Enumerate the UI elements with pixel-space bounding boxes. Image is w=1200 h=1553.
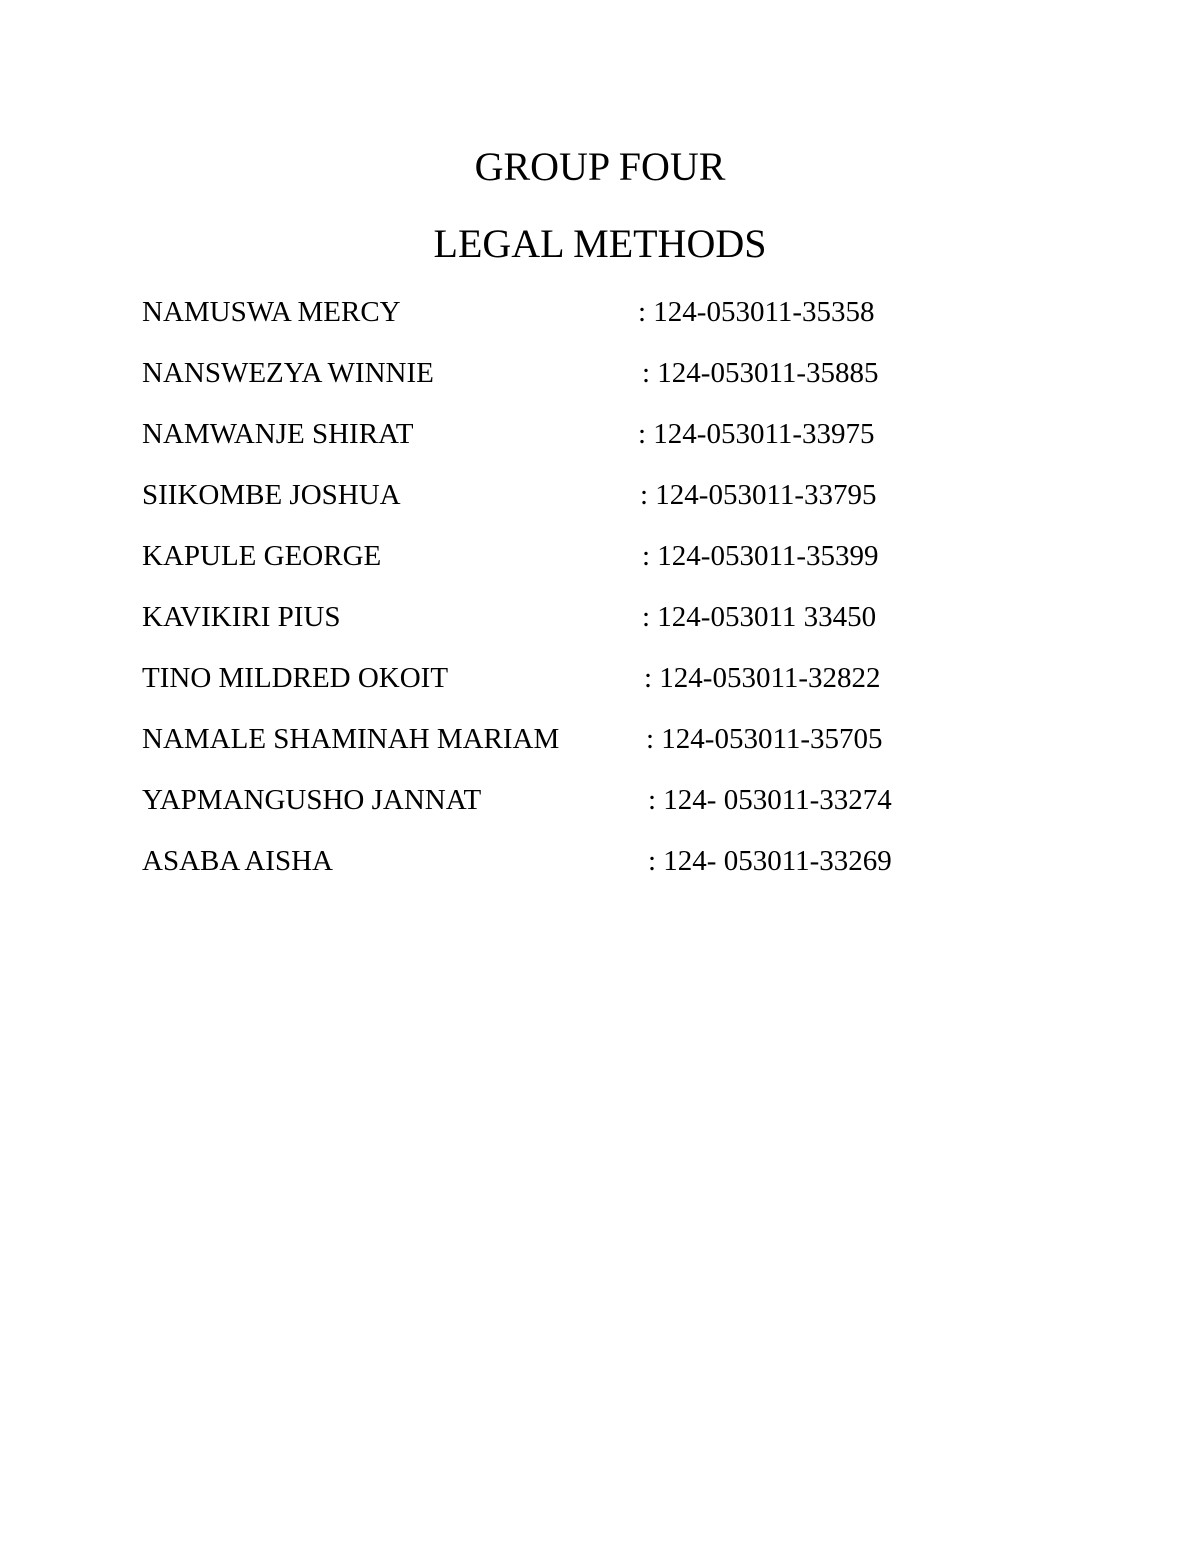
member-id: : 124-053011-32822 [644, 662, 881, 694]
member-name: NAMWANJE SHIRAT [142, 418, 414, 450]
member-row [142, 599, 1042, 660]
member-id: : 124-053011-33975 [638, 418, 875, 450]
member-name: SIIKOMBE JOSHUA [142, 479, 401, 511]
document-subtitle: LEGAL METHODS [433, 221, 767, 266]
member-row [142, 782, 1042, 843]
member-name: KAVIKIRI PIUS [142, 601, 341, 633]
member-row [142, 660, 1042, 721]
member-name: NAMUSWA MERCY [142, 296, 401, 328]
member-id: : 124-053011-35705 [646, 723, 883, 755]
member-row [142, 538, 1042, 599]
member-row [142, 416, 1042, 477]
member-row [142, 843, 1042, 904]
member-id: : 124-053011 33450 [642, 601, 877, 633]
member-id: : 124- 053011-33269 [648, 845, 892, 877]
member-row [142, 477, 1042, 538]
member-id: : 124-053011-33795 [640, 479, 877, 511]
member-name: YAPMANGUSHO JANNAT [142, 784, 482, 816]
member-id: : 124- 053011-33274 [648, 784, 892, 816]
member-id: : 124-053011-35358 [638, 296, 875, 328]
member-id: : 124-053011-35885 [642, 357, 879, 389]
member-name: NANSWEZYA WINNIE [142, 357, 434, 389]
member-name: KAPULE GEORGE [142, 540, 382, 572]
member-name: NAMALE SHAMINAH MARIAM [142, 723, 560, 755]
member-row [142, 355, 1042, 416]
member-name: ASABA AISHA [142, 845, 333, 877]
member-list [142, 294, 1042, 904]
member-id: : 124-053011-35399 [642, 540, 879, 572]
member-row [142, 294, 1042, 355]
document-title: GROUP FOUR [474, 144, 726, 189]
member-row [142, 721, 1042, 782]
member-name: TINO MILDRED OKOIT [142, 662, 449, 694]
